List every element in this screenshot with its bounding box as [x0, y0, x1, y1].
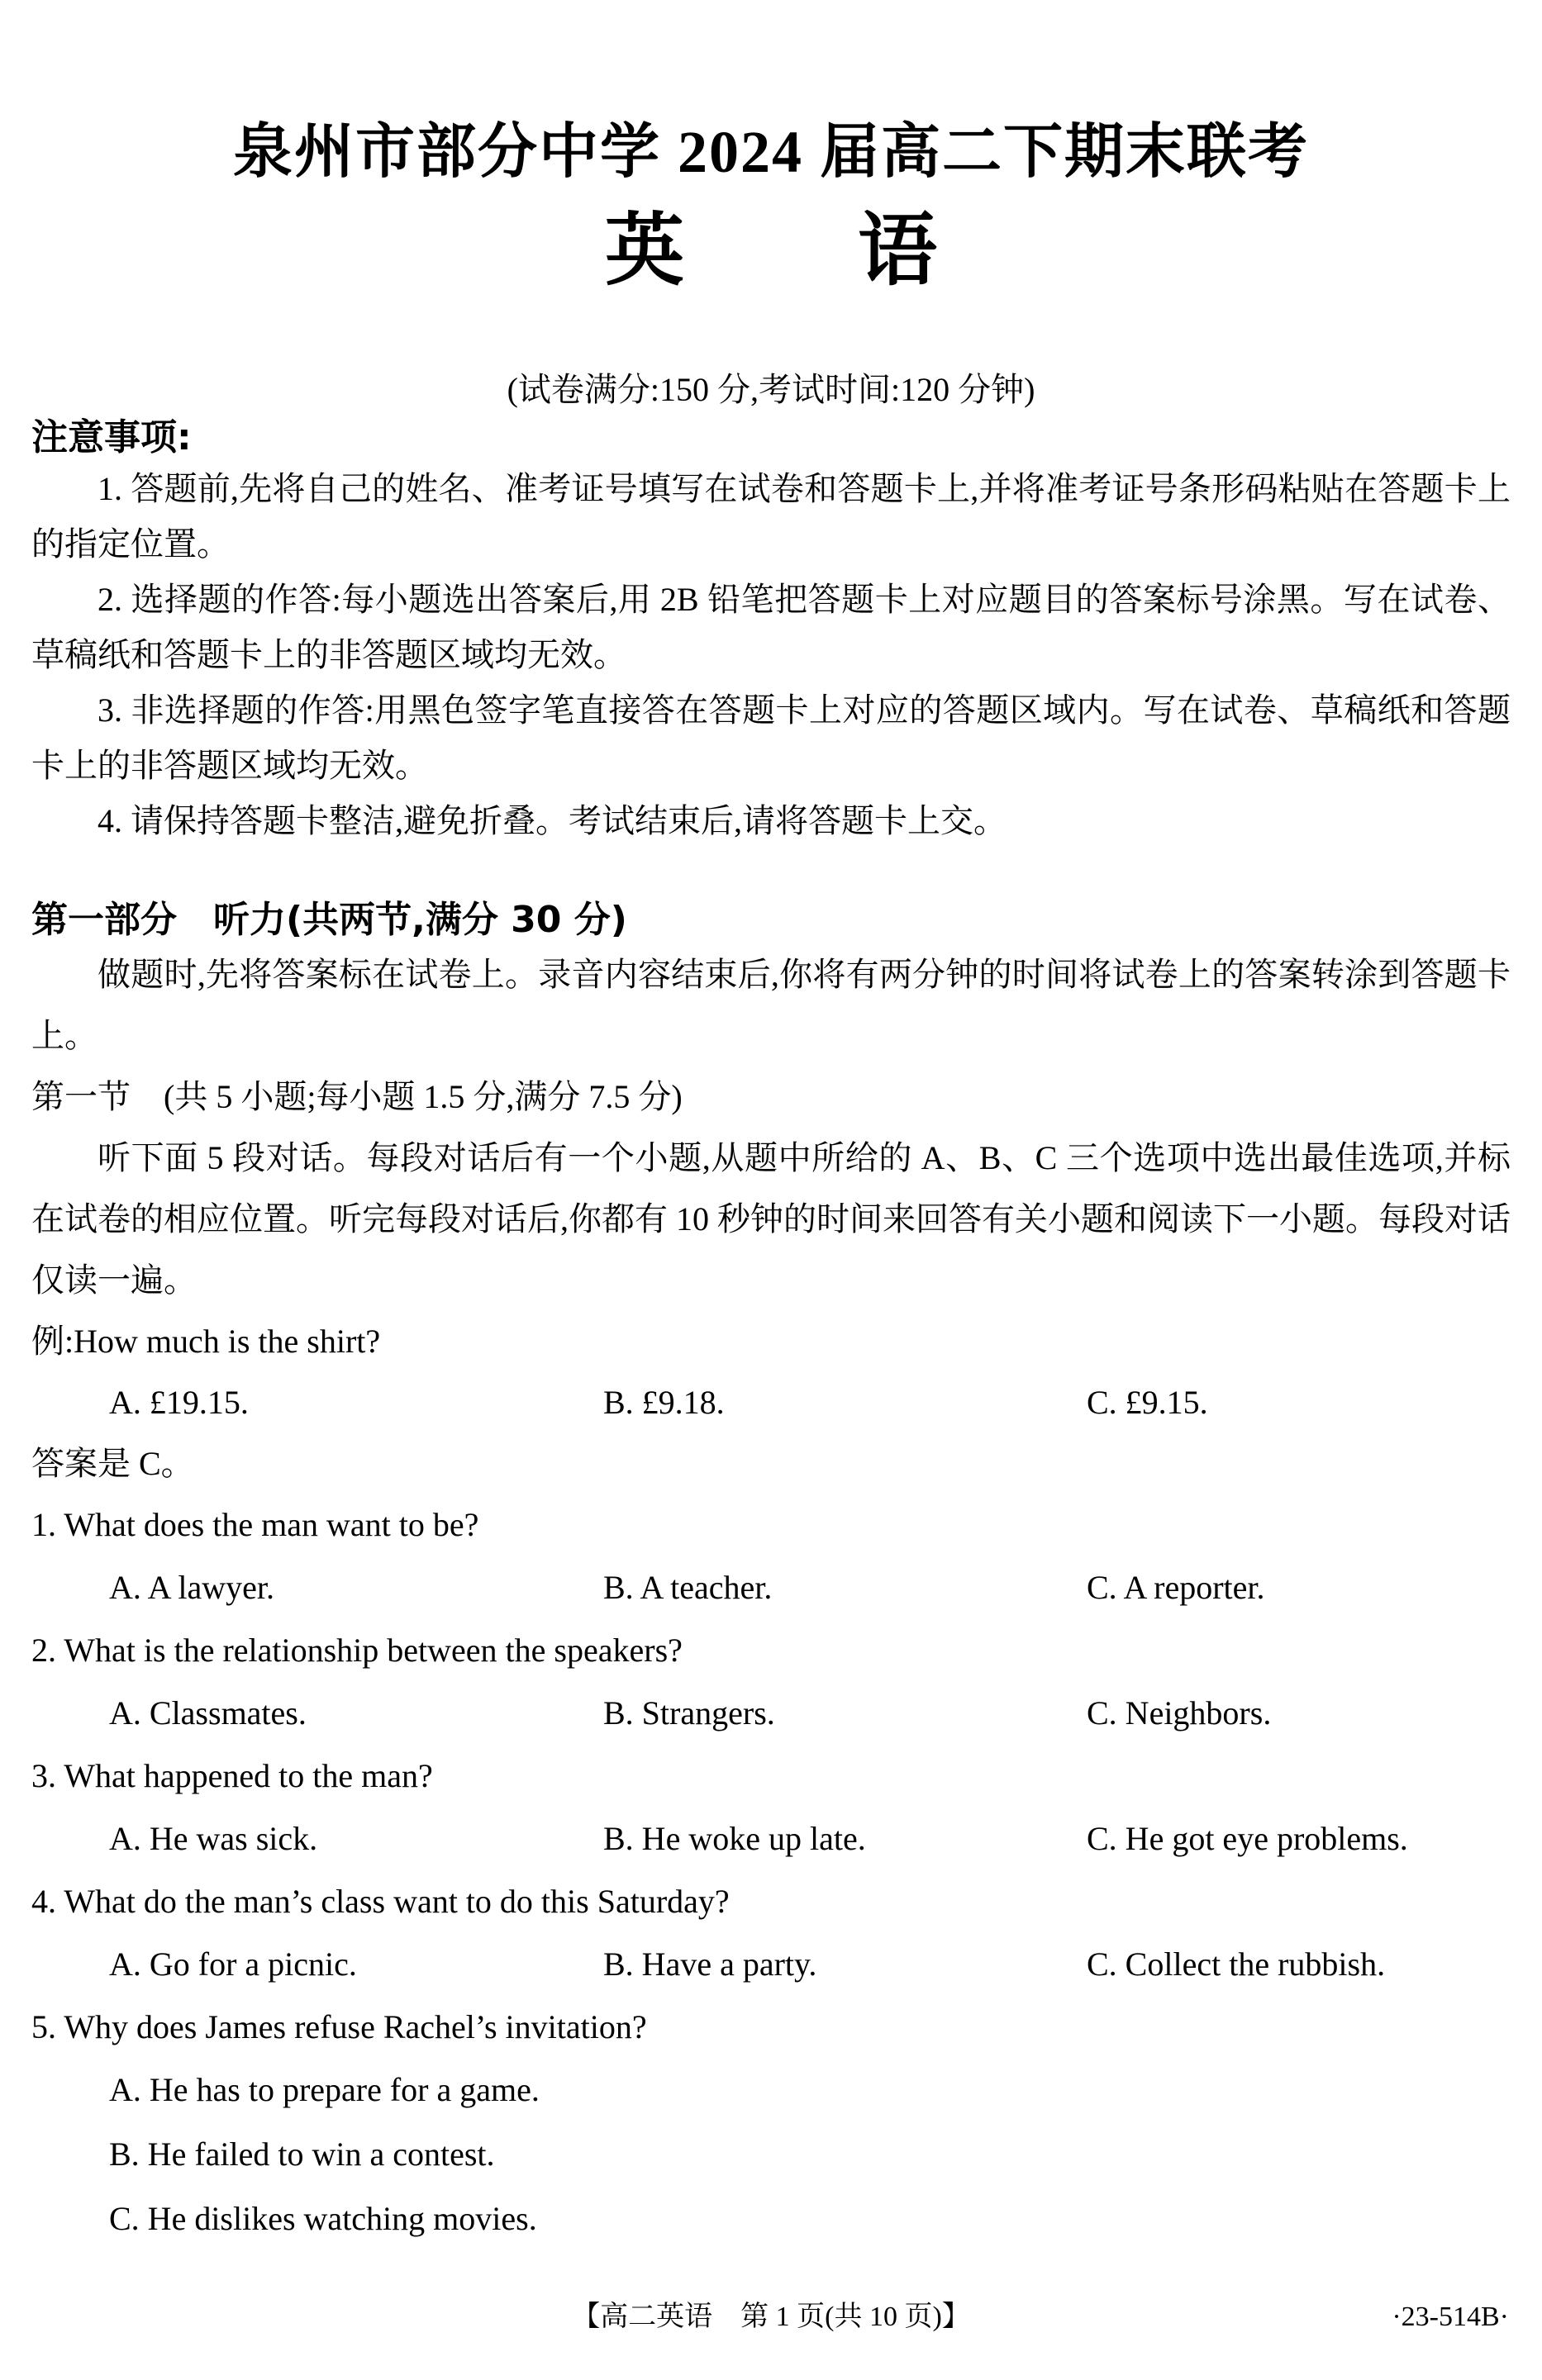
question-1-options-row [31, 1556, 1511, 1620]
question-3-prompt: 3. What happened to the man? [31, 1757, 433, 1794]
example-option-a: A. £19.15. [109, 1384, 249, 1421]
question-4-option-b: B. Have a party. [603, 1945, 817, 1983]
section1-intro: 听下面 5 段对话。每段对话后有一个小题,从题中所给的 A、B、C 三个选项中选出最佳选项,并标在试卷的相应位置。听完每段对话后,你都有 10 秒钟的时间来回答有关小题和阅读下一小题。每段对话仅读一遍。 [31, 1139, 1511, 1299]
question-3-option-a: A. He was sick. [109, 1820, 318, 1857]
question-2-prompt: 2. What is the relationship between the speakers? [31, 1632, 683, 1669]
subject-char-2: 语 [858, 207, 937, 295]
question-3-options-row [31, 1807, 1511, 1871]
listening-section [31, 896, 1511, 2251]
question-5-prompt: 5. Why does James refuse Rachel’s invitation? [31, 2008, 647, 2045]
section1-heading: 第一节 (共 5 小题;每小题 1.5 分,满分 7.5 分) [31, 1078, 683, 1115]
example-options-row [31, 1372, 1511, 1433]
question-5-option-a: A. He has to prepare for a game. [109, 2071, 540, 2108]
subject-char-1: 英 [605, 207, 684, 295]
example-option-b: B. £9.18. [603, 1384, 725, 1421]
question-2-option-c: C. Neighbors. [1087, 1694, 1272, 1732]
question-1-option-c: C. A reporter. [1087, 1569, 1265, 1606]
example-prompt: 例:How much is the shirt? [31, 1323, 381, 1360]
question-4-option-c: C. Collect the rubbish. [1087, 1945, 1386, 1983]
subject-title [31, 207, 1511, 295]
notice-item-3: 3. 非选择题的作答:用黑色签字笔直接答在答题卡上对应的答题区域内。写在试卷、草稿纸和答题卡上的非答题区域均无效。 [31, 691, 1511, 784]
question-1-option-a: A. A lawyer. [109, 1569, 274, 1606]
exam-info: (试卷满分:150 分,考试时间:120 分钟) [507, 371, 1035, 408]
notice-item-2: 2. 选择题的作答:每小题选出答案后,用 2B 铅笔把答题卡上对应题目的答案标号涂黑。写在试卷、草稿纸和答题卡上的非答题区域均无效。 [31, 581, 1511, 673]
question-5-option-b: B. He failed to win a contest. [109, 2135, 495, 2173]
notice-item-4: 4. 请保持答题卡整洁,避免折叠。考试结束后,请将答题卡上交。 [98, 802, 1007, 839]
question-2-option-b: B. Strangers. [603, 1694, 775, 1732]
notice-item-1: 1. 答题前,先将自己的姓名、准考证号填写在试卷和答题卡上,并将准考证号条形码粘贴在答题卡上的指定位置。 [31, 470, 1511, 563]
example-answer-note: 答案是 C。 [31, 1445, 194, 1482]
question-4-prompt: 4. What do the man’s class want to do this Saturday? [31, 1883, 730, 1920]
question-1-prompt: 1. What does the man want to be? [31, 1506, 479, 1543]
question-3-option-c: C. He got eye problems. [1087, 1820, 1408, 1857]
footer-page-info: 【高二英语 第 1 页(共 10 页)】 [572, 2302, 970, 2332]
page-footer [31, 2301, 1511, 2334]
question-5-option-c: C. He dislikes watching movies. [109, 2200, 537, 2237]
part1-heading: 第一部分 听力(共两节,满分 30 分) [31, 899, 627, 941]
page-title: 泉州市部分中学 2024 届高二下期末联考 [232, 119, 1309, 185]
part1-intro: 做题时,先将答案标在试卷上。录音内容结束后,你将有两分钟的时间将试卷上的答案转涂到答题卡上。 [31, 956, 1511, 1054]
example-option-c: C. £9.15. [1087, 1384, 1208, 1421]
notice-section [31, 415, 1511, 848]
question-1-option-b: B. A teacher. [603, 1569, 773, 1606]
question-3-option-b: B. He woke up late. [603, 1820, 866, 1857]
question-4-options-row [31, 1932, 1511, 1997]
notice-heading: 注意事项: [31, 416, 192, 458]
question-2-options-row [31, 1681, 1511, 1746]
footer-paper-code: ·23-514B· [1392, 2302, 1509, 2332]
question-4-option-a: A. Go for a picnic. [109, 1945, 357, 1983]
question-2-option-a: A. Classmates. [109, 1694, 307, 1732]
